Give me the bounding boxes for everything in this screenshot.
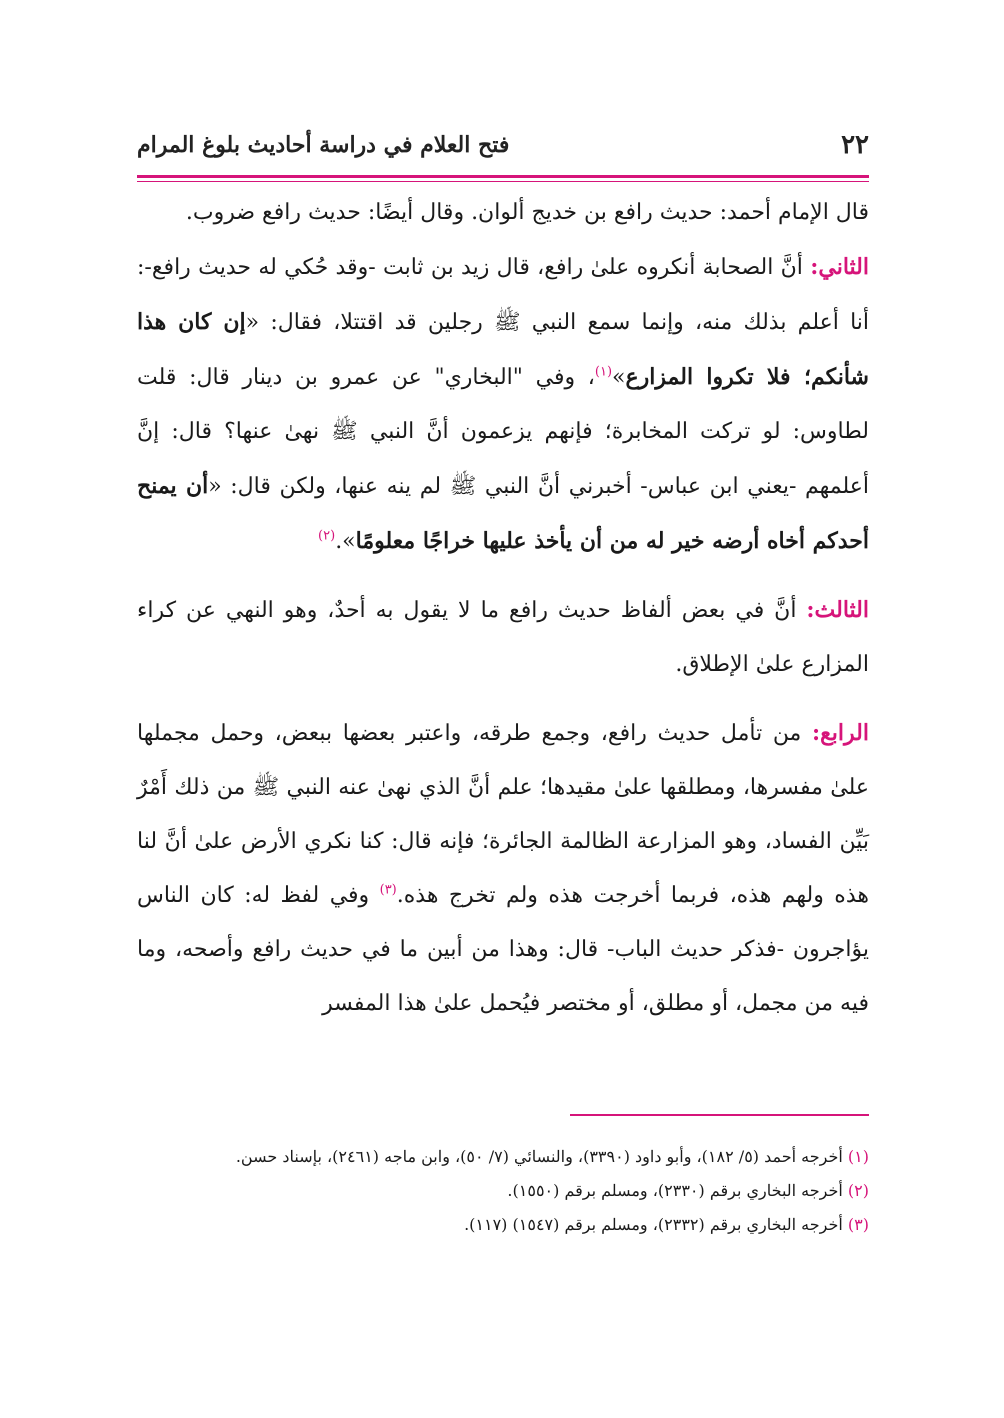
paragraph-text: » [612, 365, 626, 390]
footnote-1 [137, 1142, 869, 1172]
paragraph-3 [137, 583, 869, 692]
paragraph-text: ». [335, 529, 356, 554]
footnote-3 [137, 1210, 869, 1240]
footnote-2 [137, 1176, 869, 1206]
header-rule-thin [137, 181, 869, 182]
page-header [137, 128, 869, 168]
footnote-text: أخرجه البخاري برقم (٢٣٣٢)، ومسلم برقم (١٥٤٧) (١١٧). [464, 1215, 848, 1234]
point-label-second: الثاني: [810, 254, 869, 280]
footnote-number: (١) [847, 1147, 869, 1166]
point-label-third: الثالث: [806, 597, 869, 623]
paragraph-text: أنَّ الصحابة أنكروه علىٰ رافع، قال زيد بن ثابت -وقد حُكي له حديث رافع-: أنا أعلم بذلك منه، وإنما سمع النبي ﷺ رجلين قد اقتتلا، فقال: « [137, 255, 870, 335]
footnote-ref-3[interactable]: (٣) [379, 882, 397, 898]
footnote-separator [570, 1114, 869, 1116]
paragraph-text: وفي لفظ له: كان الناس يؤاجرون -فذكر حديث الباب- قال: وهذا من أبين ما في حديث رافع وأصحه، وما فيه من مجمل، أو مطلق، أو مختصر فيُحمل علىٰ هذا المفسر [137, 883, 869, 1016]
paragraph-text: من تأمل حديث رافع، وجمع طرقه، واعتبر بعضها ببعض، وحمل مجملها علىٰ مفسرها، ومطلقها علىٰ مقيدها؛ علم أنَّ الذي نهىٰ عنه النبي ﷺ من ذلك أَمْرٌ بَيِّن الفساد، وهو المزارعة الظالمة الجائرة؛ فإنه قال: كنا نكري الأرض علىٰ أنَّ لنا هذه ولهم هذه، فربما أخرجت هذه ولم تخرج هذه. [137, 721, 869, 908]
paragraph-4 [137, 706, 869, 1031]
paragraph-text: أنَّ في بعض ألفاظ حديث رافع ما لا يقول به أحدٌ، وهو النهي عن كراء المزارع علىٰ الإطلاق. [137, 598, 869, 677]
footnote-text: أخرجه البخاري برقم (٢٣٣٠)، ومسلم برقم (١٥٥٠). [507, 1181, 848, 1200]
footnotes [137, 1142, 869, 1244]
hadith-quote-1: إن كان هذا شأنكم؛ فلا تكروا المزارع [137, 309, 869, 390]
running-title: فتح العلام في دراسة أحاديث بلوغ المرام [137, 132, 510, 158]
paragraph-text: ، وفي "البخاري" عن عمرو بن دينار قال: قلت لطاوس: لو تركت المخابرة؛ فإنهم يزعمون أنَّ النبي ﷺ نهىٰ عنها؟ قال: إنَّ أعلمهم -يعني ابن عباس- أخبرني أنَّ النبي ﷺ لم ينه عنها، ولكن قال: « [137, 365, 869, 499]
footnote-ref-2[interactable]: (٢) [318, 528, 336, 544]
paragraph-text: قال الإمام أحمد: حديث رافع بن خديج ألوان. وقال أيضًا: حديث رافع ضروب. [185, 200, 869, 225]
hadith-quote-2: أن يمنح أحدكم أخاه أرضه خير له من أن يأخذ عليها خراجًا معلومًا [137, 473, 869, 554]
paragraph-2 [137, 240, 869, 569]
footnote-number: (٣) [847, 1215, 869, 1234]
footnote-number: (٢) [847, 1181, 869, 1200]
page-number: ٢٢ [841, 130, 869, 160]
paragraph-1 [137, 186, 869, 240]
main-text [137, 186, 869, 1031]
header-rule-thick [137, 175, 869, 178]
point-label-fourth: الرابع: [811, 720, 869, 746]
footnote-ref-1[interactable]: (١) [594, 364, 613, 380]
footnote-text: أخرجه أحمد (٥/ ١٨٢)، وأبو داود (٣٣٩٠)، والنسائي (٧/ ٥٠)، وابن ماجه (٢٤٦١)، بإسناد حسن. [235, 1147, 848, 1166]
